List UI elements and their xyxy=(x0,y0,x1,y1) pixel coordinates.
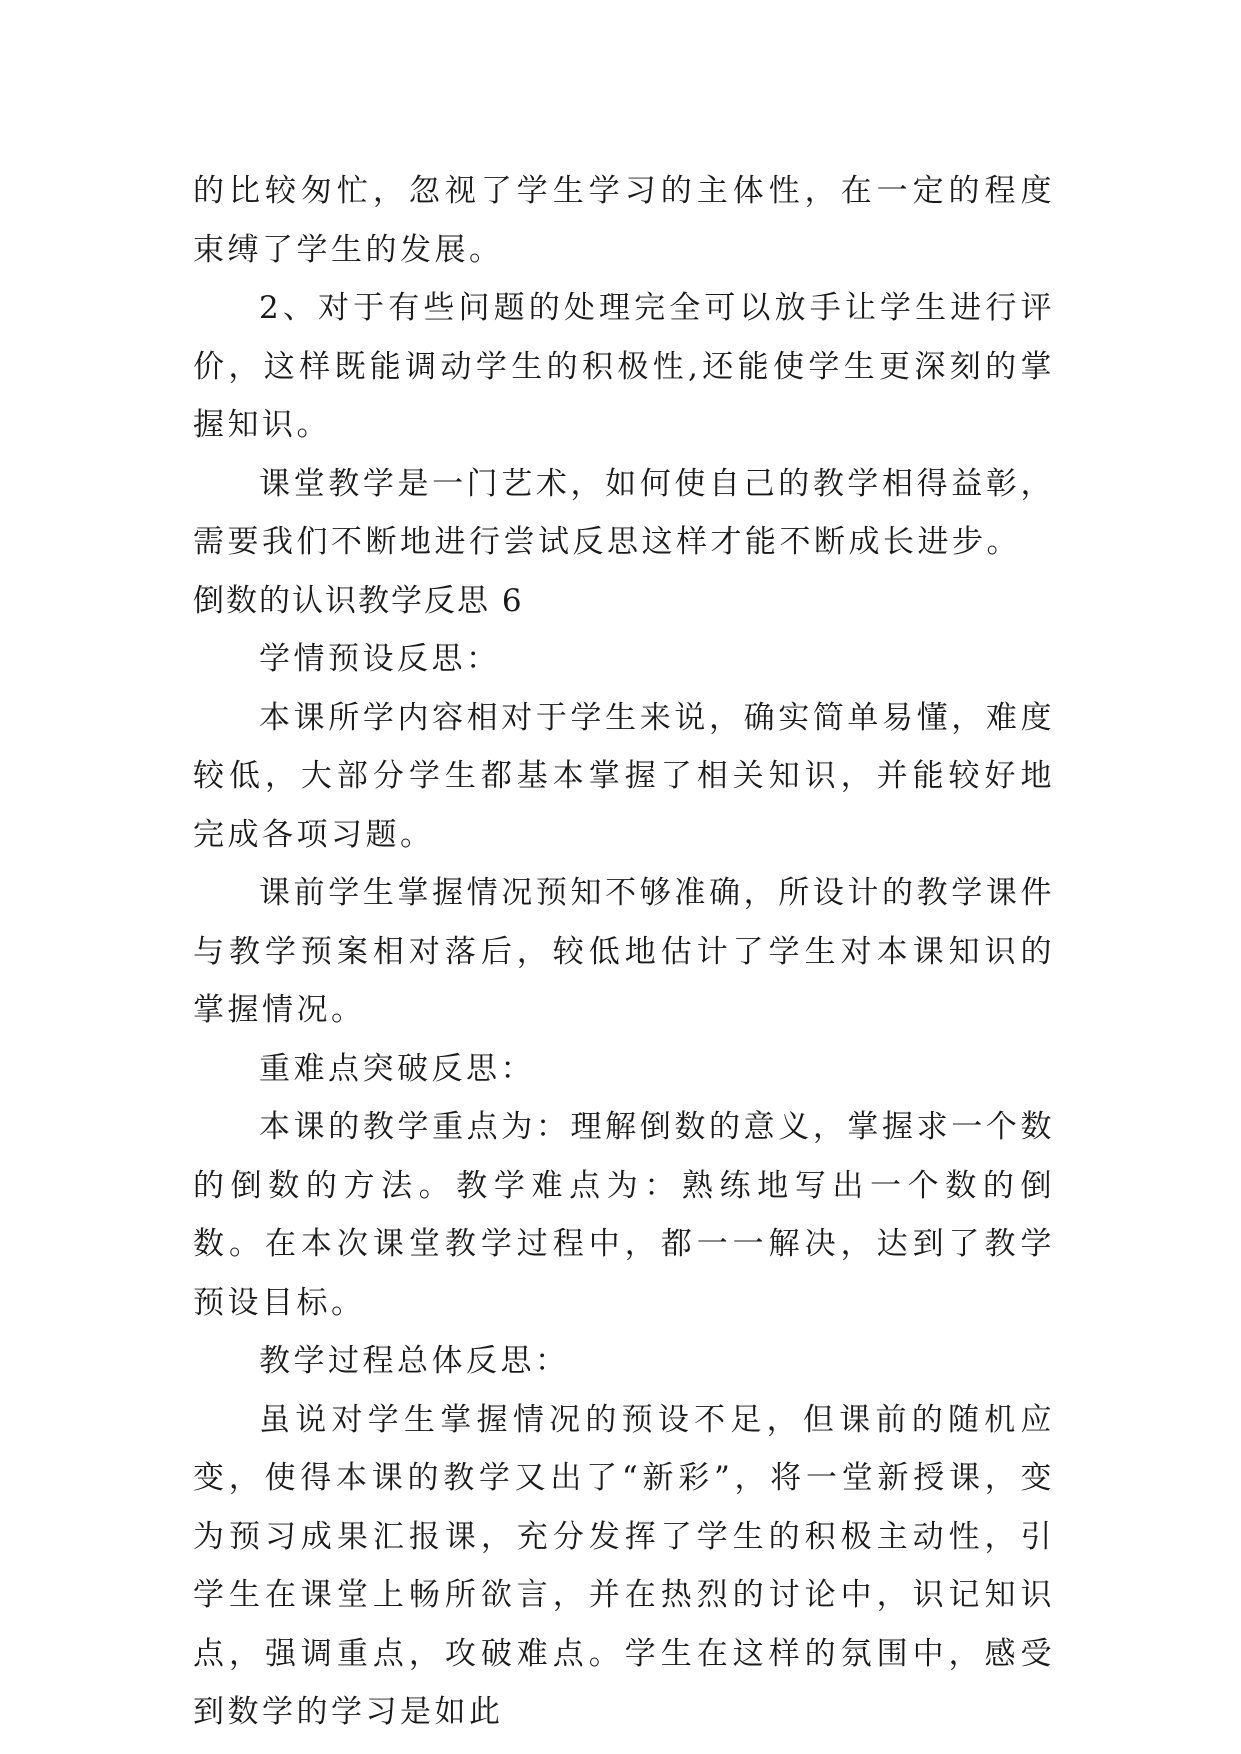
paragraph-continuation: 的比较匆忙，忽视了学生学习的主体性，在一定的程度束缚了学生的发展。 xyxy=(193,173,1055,268)
subheading-key-points: 重难点突破反思： xyxy=(259,1050,535,1087)
paragraph-conclusion: 课堂教学是一门艺术，如何使自己的教学相得益彰，需要我们不断地进行尝试反思这样才能不断成长进步。 xyxy=(193,465,1055,560)
paragraph-key-points: 本课的教学重点为：理解倒数的意义，掌握求一个数的倒数的方法。教学难点为：熟练地写出一个数的倒数。在本次课堂教学过程中，都一一解决，达到了教学预设目标。 xyxy=(193,1109,1055,1321)
subheading-learning-situation: 学情预设反思： xyxy=(259,641,501,677)
section-heading: 倒数的认识教学反思 6 xyxy=(193,582,524,619)
paragraph-point-2: 2、对于有些问题的处理完全可以放手让学生进行评价，这样既能调动学生的积极性,还能使学生更深刻的掌握知识。 xyxy=(193,290,1055,443)
paragraph-learning-situation-1: 本课所学内容相对于学生来说，确实简单易懂，难度较低，大部分学生都基本掌握了相关知识，并能较好地完成各项习题。 xyxy=(193,699,1055,853)
paragraph-overall-process: 虽说对学生掌握情况的预设不足，但课前的随机应变，使得本课的教学又出了“新彩”，将一堂新授课，变为预习成果汇报课，充分发挥了学生的积极主动性，引学生在课堂上畅所欲言，并在热烈的讨论中，识记知识点，强调重点，攻破难点。学生在这样的氛围中，感受到数学的学习是如此 xyxy=(193,1401,1055,1730)
subheading-overall-process: 教学过程总体反思： xyxy=(259,1343,570,1379)
document-page xyxy=(193,162,1055,1742)
paragraph-learning-situation-2: 课前学生掌握情况预知不够准确，所设计的教学课件与教学预案相对落后，较低地估计了学生对本课知识的掌握情况。 xyxy=(193,875,1055,1028)
